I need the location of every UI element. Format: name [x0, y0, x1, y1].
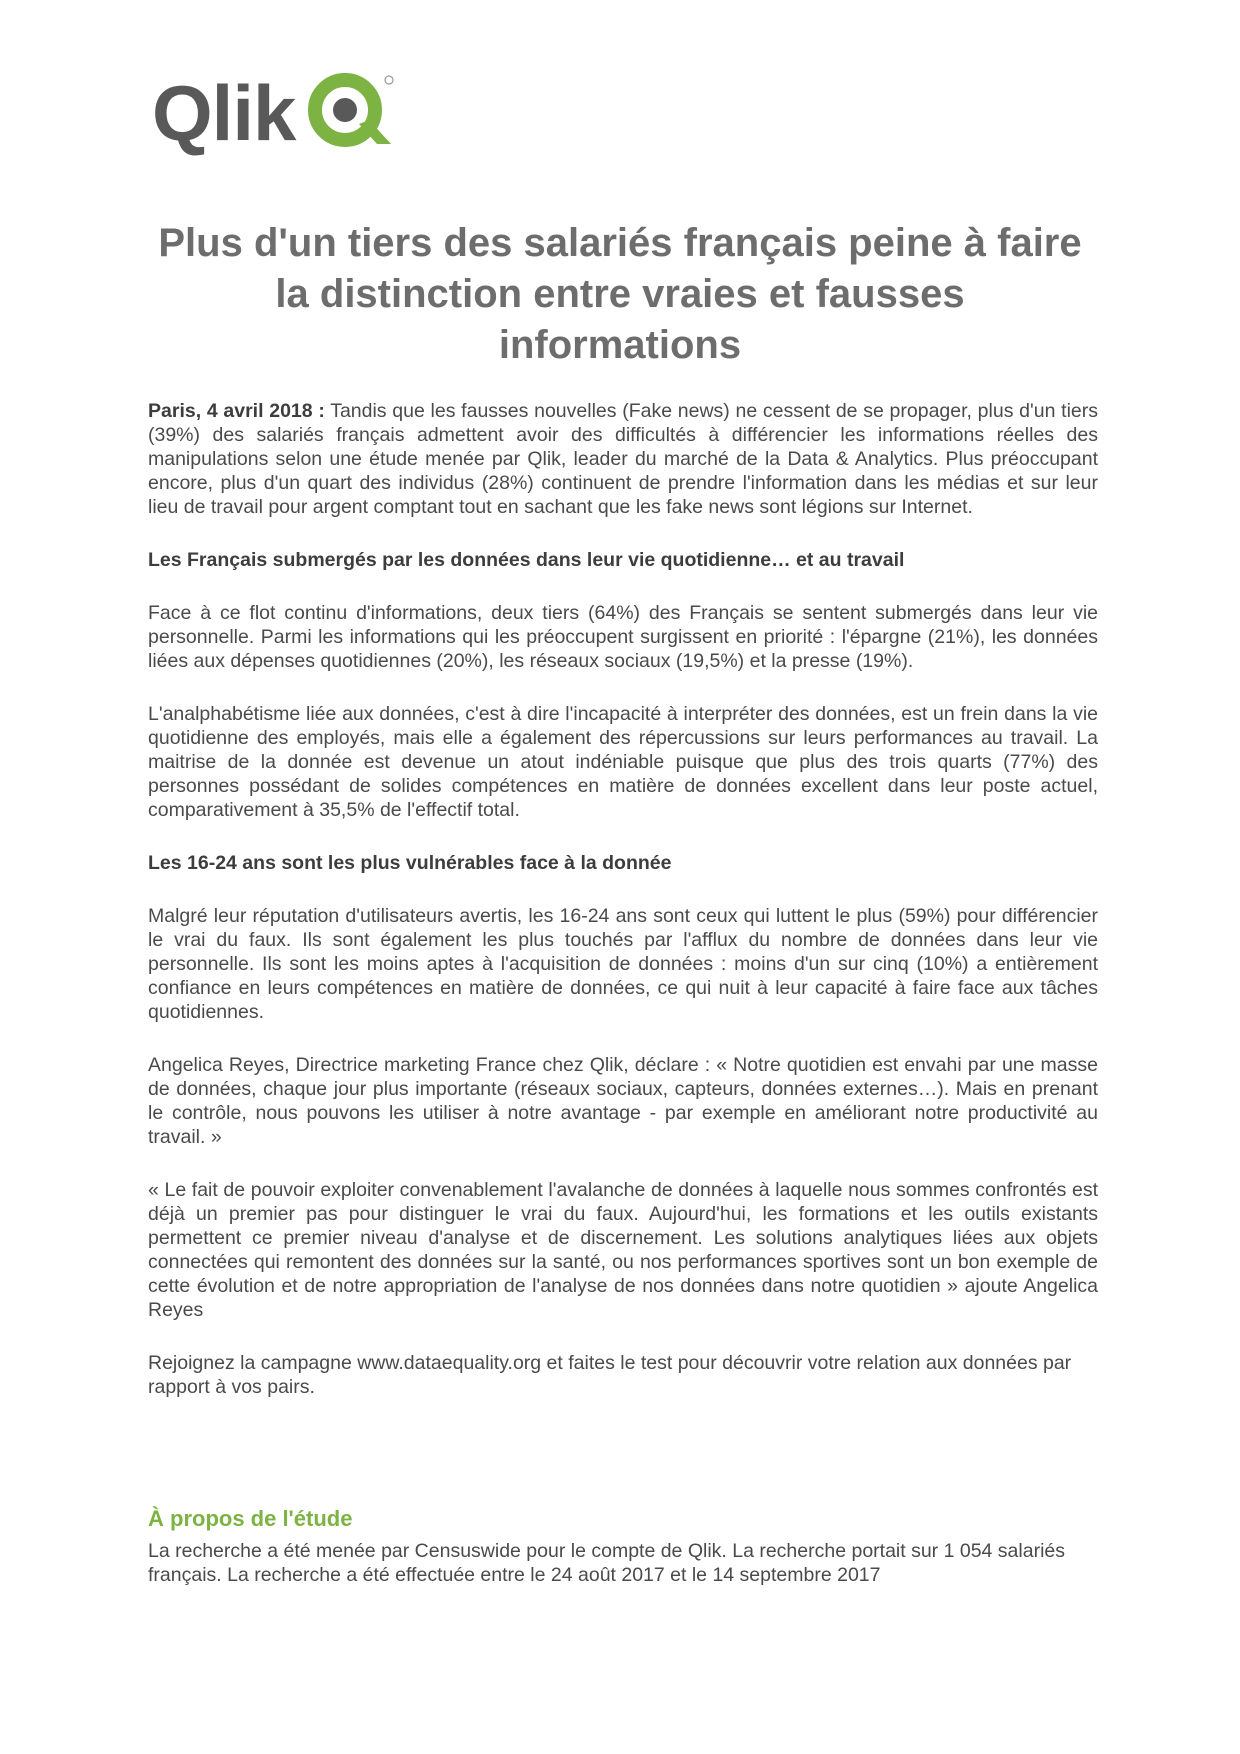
section-heading-francais: Les Français submergés par les données dans leur vie quotidienne… et au travail [148, 549, 905, 571]
about-study [148, 1505, 1098, 1587]
qlik-q-icon [307, 72, 399, 154]
article-body [148, 399, 1098, 1428]
intro-text: Tandis que les fausses nouvelles (Fake news) ne cessent de se propager, plus d'un tiers (39%) des salariés français admettent avoir des difficultés à différencier les informations réelles des manipulations selon une étude menée par Qlik, leader du marché de la Data & Analytics. Plus préoccupant encore, plus d'un quart des individus (28%) continuent de prendre l'information dans les médias et sur leur lieu de travail pour argent comptant tout en sachant que les fake news sont légions sur Internet. [148, 400, 1098, 518]
about-heading: À propos de l'étude [148, 1506, 353, 1531]
paragraph-campagne: Rejoignez la campagne www.dataequality.org et faites le test pour découvrir votre relation aux données par rapport à vos pairs. [148, 1352, 1072, 1398]
intro-paragraph [148, 399, 1098, 519]
page-title: Plus d'un tiers des salariés français peine à faire la distinction entre vraies et fausses informations [158, 221, 1082, 367]
dateline: Paris, 4 avril 2018 : [148, 400, 325, 422]
section-heading-16-24: Les 16-24 ans sont les plus vulnérables face à la donnée [148, 852, 672, 874]
about-text: La recherche a été menée par Censuswide pour le compte de Qlik. La recherche portait sur 1 054 salariés français. La recherche a été effectuée entre le 24 août 2017 et le 14 septembre 2017 [148, 1540, 1066, 1586]
qlik-logo [152, 69, 399, 157]
paragraph-flot-informations: Face à ce flot continu d'informations, deux tiers (64%) des Français se sentent submergés dans leur vie personnelle. Parmi les informations qui les préoccupent surgissent en priorité : l'épargne (21%), les données liées aux dépenses quotidiennes (20%), les réseaux sociaux (19,5%) et la presse (19%). [148, 602, 1098, 672]
paragraph-16-24: Malgré leur réputation d'utilisateurs avertis, les 16-24 ans sont ceux qui luttent le plus (59%) pour différencier le vrai du faux. Ils sont également les plus touchés par l'afflux du nombre de données dans leur vie personnelle. Ils sont les moins aptes à l'acquisition de données : moins d'un sur cinq (10%) a entièrement confiance en leurs compétences en matière de données, ce qui nuit à leur capacité à faire face aux tâches quotidiennes. [148, 905, 1098, 1023]
paragraph-analphabetisme: L'analphabétisme liée aux données, c'est à dire l'incapacité à interpréter des données, est un frein dans la vie quotidienne des employés, mais elle a également des répercussions sur leurs performances au travail. La maitrise de la donnée est devenue un atout indéniable puisque que plus des trois quarts (77%) des personnes possédant de solides compétences en matière de données excellent dans leur poste actuel, comparativement à 35,5% de l'effectif total. [148, 703, 1098, 821]
paragraph-quote-avalanche: « Le fait de pouvoir exploiter convenablement l'avalanche de données à laquelle nous sommes confrontés est déjà un premier pas pour distinguer le vrai du faux. Aujourd'hui, les formations et les outils existants permettent ce premier niveau d'analyse et de discernement. Les solutions analytiques liées aux objets connectées qui remontent des données sur la santé, ou nos performances sportives sont un bon exemple de cette évolution et de notre appropriation de l'analyse de nos données dans notre quotidien » ajoute Angelica Reyes [148, 1179, 1098, 1321]
logo-wordmark: Qlik [152, 69, 296, 157]
paragraph-quote-reyes: Angelica Reyes, Directrice marketing France chez Qlik, déclare : « Notre quotidien est envahi par une masse de données, chaque jour plus importante (réseaux sociaux, capteurs, données externes…). Mais en prenant le contrôle, nous pouvons les utiliser à notre avantage - par exemple en améliorant notre productivité au travail. » [148, 1054, 1098, 1148]
